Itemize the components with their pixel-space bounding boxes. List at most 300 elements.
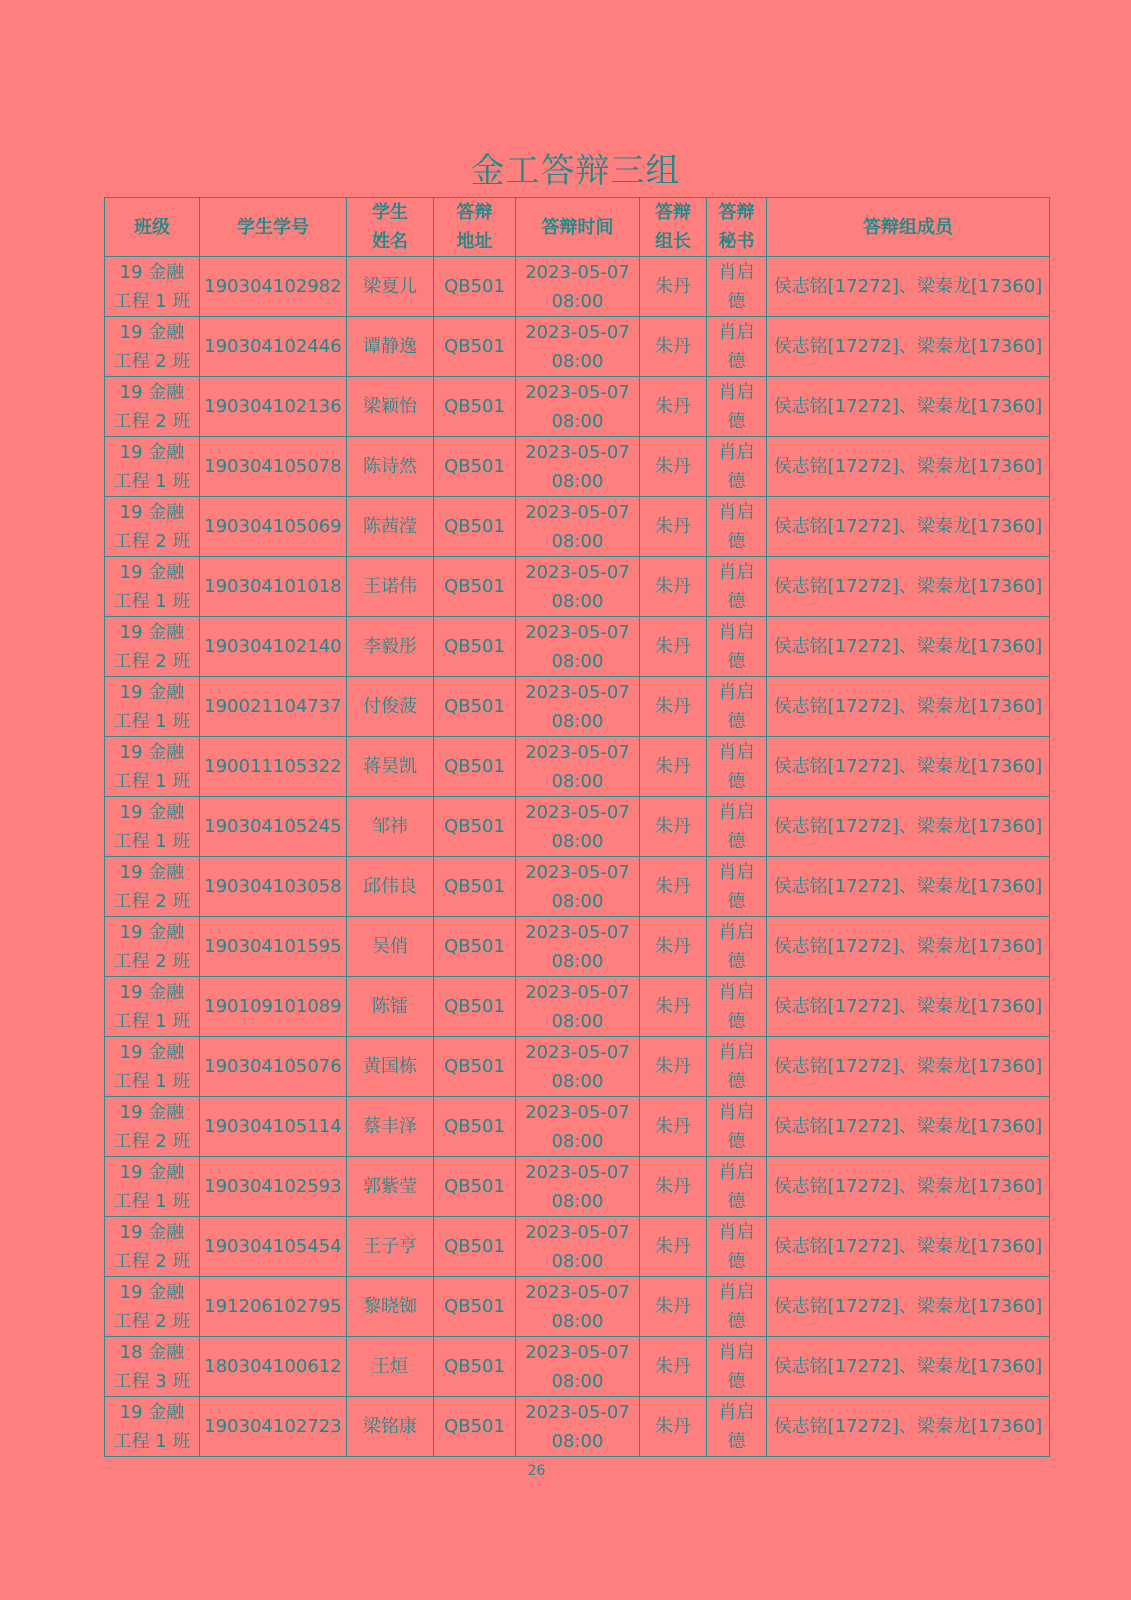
location-cell-text: QB501 <box>444 1056 505 1077</box>
location-cell <box>434 677 516 737</box>
committee-members-cell-text: 侯志铭[17272]、梁秦龙[17360] <box>773 1296 1043 1317</box>
student-id-cell-text: 190304102140 <box>204 636 342 657</box>
class-cell-text: 工程 2 班 <box>113 350 191 372</box>
secretary-cell-text: 德 <box>727 1310 746 1332</box>
secretary-cell-text: 肖启 <box>718 1041 755 1063</box>
secretary-cell <box>707 557 767 617</box>
defense-time-cell-text: 2023-05-07 <box>525 441 630 463</box>
column-header-label: 班级 <box>134 216 170 238</box>
class-cell-text: 19 金融 <box>119 1281 185 1303</box>
committee-members-cell <box>767 737 1050 797</box>
location-cell <box>434 1337 516 1397</box>
secretary-cell <box>707 617 767 677</box>
student-name-cell <box>347 1037 434 1097</box>
group-leader-cell <box>640 857 707 917</box>
class-cell <box>105 677 200 737</box>
student-name-cell <box>347 737 434 797</box>
location-cell <box>434 1277 516 1337</box>
location-cell <box>434 557 516 617</box>
secretary-cell-text: 德 <box>727 290 746 312</box>
secretary-cell-text: 德 <box>727 890 746 912</box>
defense-time-cell-text: 2023-05-07 <box>525 1281 630 1303</box>
committee-members-cell-text: 侯志铭[17272]、梁秦龙[17360] <box>773 936 1043 957</box>
location-cell <box>434 1097 516 1157</box>
defense-time-cell-text: 2023-05-07 <box>525 501 630 523</box>
location-cell <box>434 617 516 677</box>
location-cell-text: QB501 <box>444 1356 505 1377</box>
committee-members-cell <box>767 1157 1050 1217</box>
defense-time-cell-text: 08:00 <box>551 1070 604 1092</box>
column-header <box>767 198 1050 257</box>
defense-time-cell-text: 08:00 <box>551 650 604 672</box>
student-id-cell <box>200 1337 347 1397</box>
committee-members-cell-text: 侯志铭[17272]、梁秦龙[17360] <box>773 636 1043 657</box>
location-cell <box>434 257 516 317</box>
group-leader-cell <box>640 1157 707 1217</box>
student-id-cell <box>200 977 347 1037</box>
table-row <box>105 377 1050 437</box>
class-cell-text: 工程 1 班 <box>113 590 191 612</box>
group-leader-cell <box>640 1277 707 1337</box>
secretary-cell-text: 德 <box>727 830 746 852</box>
defense-time-cell <box>516 1157 640 1217</box>
class-cell-text: 工程 2 班 <box>113 1310 191 1332</box>
column-header <box>200 198 347 257</box>
class-cell-text: 工程 1 班 <box>113 770 191 792</box>
group-leader-cell <box>640 1097 707 1157</box>
location-cell-text: QB501 <box>444 336 505 357</box>
secretary-cell <box>707 377 767 437</box>
table-row <box>105 917 1050 977</box>
defense-time-cell-text: 2023-05-07 <box>525 921 630 943</box>
student-name-cell-text: 王烜 <box>372 1356 408 1377</box>
committee-members-cell <box>767 317 1050 377</box>
location-cell-text: QB501 <box>444 1176 505 1197</box>
group-leader-cell <box>640 497 707 557</box>
secretary-cell-text: 德 <box>727 470 746 492</box>
class-cell-text: 工程 1 班 <box>113 1010 191 1032</box>
student-name-cell <box>347 377 434 437</box>
group-leader-cell <box>640 437 707 497</box>
defense-time-cell-text: 08:00 <box>551 1010 604 1032</box>
defense-time-cell <box>516 677 640 737</box>
student-name-cell-text: 付俊菠 <box>363 696 417 717</box>
student-id-cell-text: 190304105454 <box>204 1236 342 1257</box>
table-row <box>105 437 1050 497</box>
secretary-cell-text: 肖启 <box>718 321 755 343</box>
secretary-cell <box>707 497 767 557</box>
location-cell-text: QB501 <box>444 1296 505 1317</box>
group-leader-cell-text: 朱丹 <box>655 576 691 597</box>
committee-members-cell <box>767 497 1050 557</box>
secretary-cell-text: 肖启 <box>718 801 755 823</box>
location-cell-text: QB501 <box>444 816 505 837</box>
defense-time-cell-text: 08:00 <box>551 470 604 492</box>
class-cell-text: 工程 2 班 <box>113 1250 191 1272</box>
class-cell-text: 19 金融 <box>119 921 185 943</box>
committee-members-cell <box>767 437 1050 497</box>
secretary-cell-text: 肖启 <box>718 1221 755 1243</box>
location-cell-text: QB501 <box>444 576 505 597</box>
defense-time-cell <box>516 1097 640 1157</box>
student-name-cell <box>347 557 434 617</box>
class-cell-text: 工程 2 班 <box>113 950 191 972</box>
table-row <box>105 737 1050 797</box>
table-row <box>105 1277 1050 1337</box>
student-id-cell <box>200 437 347 497</box>
secretary-cell <box>707 917 767 977</box>
student-id-cell-text: 190021104737 <box>204 696 342 717</box>
committee-members-cell <box>767 797 1050 857</box>
committee-members-cell-text: 侯志铭[17272]、梁秦龙[17360] <box>773 1116 1043 1137</box>
secretary-cell-text: 肖启 <box>718 1101 755 1123</box>
column-header <box>640 198 707 257</box>
class-cell-text: 19 金融 <box>119 501 185 523</box>
table-row <box>105 257 1050 317</box>
defense-time-cell-text: 08:00 <box>551 770 604 792</box>
column-header-label: 学生 <box>372 202 408 223</box>
secretary-cell-text: 德 <box>727 770 746 792</box>
committee-members-cell-text: 侯志铭[17272]、梁秦龙[17360] <box>773 456 1043 477</box>
defense-time-cell <box>516 557 640 617</box>
secretary-cell <box>707 1277 767 1337</box>
secretary-cell-text: 肖启 <box>718 261 755 283</box>
student-name-cell-text: 王诺伟 <box>363 576 417 597</box>
column-header-label: 答辩 <box>655 202 691 223</box>
location-cell-text: QB501 <box>444 636 505 657</box>
group-leader-cell-text: 朱丹 <box>655 1236 691 1257</box>
secretary-cell <box>707 677 767 737</box>
location-cell <box>434 377 516 437</box>
student-id-cell <box>200 1277 347 1337</box>
class-cell-text: 19 金融 <box>119 1221 185 1243</box>
class-cell <box>105 1157 200 1217</box>
group-leader-cell-text: 朱丹 <box>655 1176 691 1197</box>
secretary-cell-text: 肖启 <box>718 501 755 523</box>
student-name-cell <box>347 857 434 917</box>
student-name-cell <box>347 1397 434 1457</box>
committee-members-cell <box>767 617 1050 677</box>
student-id-cell <box>200 617 347 677</box>
student-name-cell-text: 陈诗然 <box>363 456 417 477</box>
table-row <box>105 677 1050 737</box>
group-leader-cell <box>640 1037 707 1097</box>
student-name-cell-text: 陈镭 <box>372 996 408 1017</box>
column-header-label: 答辩 <box>718 202 755 223</box>
page-number: 26 <box>527 1463 546 1479</box>
defense-time-cell-text: 2023-05-07 <box>525 621 630 643</box>
committee-members-cell-text: 侯志铭[17272]、梁秦龙[17360] <box>773 696 1043 717</box>
location-cell-text: QB501 <box>444 696 505 717</box>
defense-time-cell-text: 08:00 <box>551 1430 604 1452</box>
class-cell <box>105 797 200 857</box>
class-cell <box>105 1277 200 1337</box>
committee-members-cell-text: 侯志铭[17272]、梁秦龙[17360] <box>773 876 1043 897</box>
committee-members-cell <box>767 977 1050 1037</box>
secretary-cell <box>707 1217 767 1277</box>
secretary-cell-text: 德 <box>727 1250 746 1272</box>
secretary-cell-text: 德 <box>727 590 746 612</box>
secretary-cell <box>707 317 767 377</box>
secretary-cell <box>707 857 767 917</box>
secretary-cell <box>707 1097 767 1157</box>
student-id-cell-text: 190304102446 <box>204 336 342 357</box>
student-id-cell <box>200 1157 347 1217</box>
student-name-cell-text: 邹祎 <box>372 816 408 837</box>
secretary-cell-text: 德 <box>727 650 746 672</box>
defense-time-cell-text: 08:00 <box>551 1130 604 1152</box>
secretary-cell-text: 肖启 <box>718 1281 755 1303</box>
location-cell <box>434 737 516 797</box>
committee-members-cell <box>767 857 1050 917</box>
class-cell <box>105 617 200 677</box>
group-leader-cell-text: 朱丹 <box>655 1116 691 1137</box>
class-cell-text: 工程 1 班 <box>113 1430 191 1452</box>
secretary-cell-text: 德 <box>727 1070 746 1092</box>
table-row <box>105 1337 1050 1397</box>
class-cell-text: 工程 2 班 <box>113 530 191 552</box>
student-name-cell-text: 李毅彤 <box>363 636 417 657</box>
student-name-cell <box>347 1277 434 1337</box>
student-id-cell <box>200 1097 347 1157</box>
secretary-cell-text: 德 <box>727 530 746 552</box>
defense-time-cell-text: 2023-05-07 <box>525 1161 630 1183</box>
student-id-cell <box>200 677 347 737</box>
class-cell-text: 19 金融 <box>119 261 185 283</box>
student-id-cell-text: 190304103058 <box>204 876 342 897</box>
location-cell <box>434 497 516 557</box>
student-id-cell <box>200 257 347 317</box>
group-leader-cell-text: 朱丹 <box>655 276 691 297</box>
student-id-cell-text: 190304101595 <box>204 936 342 957</box>
committee-members-cell-text: 侯志铭[17272]、梁秦龙[17360] <box>773 1056 1043 1077</box>
column-header <box>434 198 516 257</box>
group-leader-cell <box>640 1217 707 1277</box>
student-name-cell <box>347 1157 434 1217</box>
committee-members-cell <box>767 1397 1050 1457</box>
table-row <box>105 1157 1050 1217</box>
table-row <box>105 1097 1050 1157</box>
committee-members-cell-text: 侯志铭[17272]、梁秦龙[17360] <box>773 1416 1043 1437</box>
defense-time-cell <box>516 1397 640 1457</box>
secretary-cell-text: 德 <box>727 710 746 732</box>
defense-time-cell <box>516 977 640 1037</box>
secretary-cell-text: 肖启 <box>718 921 755 943</box>
defense-time-cell-text: 2023-05-07 <box>525 261 630 283</box>
column-header-label: 姓名 <box>372 231 408 252</box>
group-leader-cell-text: 朱丹 <box>655 516 691 537</box>
defense-time-cell-text: 2023-05-07 <box>525 861 630 883</box>
defense-time-cell-text: 2023-05-07 <box>525 741 630 763</box>
defense-time-cell-text: 08:00 <box>551 1370 604 1392</box>
student-name-cell <box>347 1217 434 1277</box>
group-leader-cell <box>640 317 707 377</box>
location-cell <box>434 1217 516 1277</box>
student-id-cell-text: 190304105069 <box>204 516 342 537</box>
student-name-cell <box>347 497 434 557</box>
defense-time-cell-text: 2023-05-07 <box>525 801 630 823</box>
group-leader-cell-text: 朱丹 <box>655 1356 691 1377</box>
secretary-cell-text: 肖启 <box>718 681 755 703</box>
committee-members-cell-text: 侯志铭[17272]、梁秦龙[17360] <box>773 756 1043 777</box>
committee-members-cell <box>767 377 1050 437</box>
student-name-cell <box>347 317 434 377</box>
secretary-cell-text: 德 <box>727 950 746 972</box>
class-cell-text: 19 金融 <box>119 1101 185 1123</box>
student-name-cell-text: 蒋昊凯 <box>363 756 417 777</box>
location-cell-text: QB501 <box>444 276 505 297</box>
student-id-cell <box>200 1037 347 1097</box>
committee-members-cell-text: 侯志铭[17272]、梁秦龙[17360] <box>773 1176 1043 1197</box>
table-row <box>105 857 1050 917</box>
student-id-cell-text: 190304102982 <box>204 276 342 297</box>
class-cell-text: 19 金融 <box>119 621 185 643</box>
student-id-cell-text: 190011105322 <box>204 756 342 777</box>
student-name-cell-text: 陈茜滢 <box>363 516 417 537</box>
class-cell-text: 19 金融 <box>119 381 185 403</box>
class-cell-text: 19 金融 <box>119 801 185 823</box>
group-leader-cell <box>640 737 707 797</box>
class-cell-text: 工程 1 班 <box>113 470 191 492</box>
location-cell-text: QB501 <box>444 876 505 897</box>
defense-time-cell <box>516 917 640 977</box>
group-leader-cell <box>640 917 707 977</box>
defense-time-cell-text: 08:00 <box>551 1310 604 1332</box>
class-cell-text: 19 金融 <box>119 561 185 583</box>
student-id-cell-text: 180304100612 <box>204 1356 342 1377</box>
class-cell <box>105 317 200 377</box>
secretary-cell <box>707 437 767 497</box>
secretary-cell-text: 肖启 <box>718 981 755 1003</box>
defense-time-cell <box>516 1037 640 1097</box>
location-cell <box>434 857 516 917</box>
student-name-cell-text: 梁颖怡 <box>363 396 417 417</box>
column-header-label: 答辩时间 <box>541 216 614 238</box>
student-id-cell <box>200 497 347 557</box>
table-row <box>105 1397 1050 1457</box>
group-leader-cell <box>640 977 707 1037</box>
student-id-cell <box>200 797 347 857</box>
defense-time-cell <box>516 497 640 557</box>
defense-time-cell-text: 08:00 <box>551 1250 604 1272</box>
secretary-cell <box>707 797 767 857</box>
class-cell-text: 18 金融 <box>119 1341 185 1363</box>
class-cell-text: 19 金融 <box>119 1161 185 1183</box>
group-leader-cell-text: 朱丹 <box>655 696 691 717</box>
committee-members-cell-text: 侯志铭[17272]、梁秦龙[17360] <box>773 996 1043 1017</box>
class-cell <box>105 257 200 317</box>
class-cell-text: 工程 2 班 <box>113 890 191 912</box>
column-header-label: 组长 <box>655 231 691 252</box>
defense-time-cell-text: 2023-05-07 <box>525 561 630 583</box>
group-leader-cell-text: 朱丹 <box>655 876 691 897</box>
secretary-cell <box>707 977 767 1037</box>
class-cell <box>105 1217 200 1277</box>
student-name-cell-text: 吴俏 <box>372 936 408 957</box>
defense-time-cell <box>516 437 640 497</box>
defense-schedule-table <box>104 197 1050 1457</box>
table-row <box>105 317 1050 377</box>
secretary-cell-text: 德 <box>727 410 746 432</box>
secretary-cell-text: 德 <box>727 1370 746 1392</box>
group-leader-cell <box>640 1397 707 1457</box>
group-leader-cell-text: 朱丹 <box>655 996 691 1017</box>
defense-time-cell <box>516 257 640 317</box>
column-header <box>707 198 767 257</box>
student-id-cell-text: 190304102723 <box>204 1416 342 1437</box>
column-header-label: 答辩组成员 <box>863 216 953 238</box>
defense-time-cell-text: 2023-05-07 <box>525 681 630 703</box>
location-cell-text: QB501 <box>444 396 505 417</box>
secretary-cell <box>707 257 767 317</box>
class-cell-text: 工程 1 班 <box>113 710 191 732</box>
defense-time-cell-text: 08:00 <box>551 890 604 912</box>
student-name-cell <box>347 617 434 677</box>
table-row <box>105 977 1050 1037</box>
class-cell-text: 工程 2 班 <box>113 410 191 432</box>
student-id-cell <box>200 917 347 977</box>
committee-members-cell-text: 侯志铭[17272]、梁秦龙[17360] <box>773 336 1043 357</box>
committee-members-cell <box>767 1277 1050 1337</box>
column-header-label: 秘书 <box>718 231 755 252</box>
defense-time-cell-text: 2023-05-07 <box>525 1041 630 1063</box>
secretary-cell-text: 德 <box>727 1130 746 1152</box>
committee-members-cell <box>767 1217 1050 1277</box>
student-name-cell-text: 黄国栋 <box>363 1056 417 1077</box>
student-id-cell <box>200 317 347 377</box>
group-leader-cell-text: 朱丹 <box>655 756 691 777</box>
secretary-cell-text: 德 <box>727 1430 746 1452</box>
location-cell <box>434 977 516 1037</box>
group-leader-cell <box>640 617 707 677</box>
group-leader-cell-text: 朱丹 <box>655 396 691 417</box>
defense-time-cell-text: 08:00 <box>551 290 604 312</box>
class-cell-text: 工程 1 班 <box>113 830 191 852</box>
student-id-cell-text: 190304105245 <box>204 816 342 837</box>
student-id-cell-text: 190304102593 <box>204 1176 342 1197</box>
student-name-cell-text: 邱伟良 <box>363 876 417 897</box>
student-name-cell-text: 谭静逸 <box>363 336 417 357</box>
secretary-cell-text: 肖启 <box>718 1341 755 1363</box>
student-name-cell-text: 蔡丰泽 <box>363 1116 417 1137</box>
student-id-cell <box>200 1217 347 1277</box>
defense-time-cell <box>516 857 640 917</box>
column-header-label: 答辩 <box>456 202 493 223</box>
student-id-cell <box>200 857 347 917</box>
table-row <box>105 797 1050 857</box>
defense-time-cell-text: 08:00 <box>551 710 604 732</box>
column-header <box>105 198 200 257</box>
class-cell-text: 19 金融 <box>119 1401 185 1423</box>
class-cell <box>105 1397 200 1457</box>
student-name-cell <box>347 257 434 317</box>
student-id-cell <box>200 557 347 617</box>
defense-time-cell-text: 08:00 <box>551 1190 604 1212</box>
student-name-cell-text: 黎晓铷 <box>363 1296 417 1317</box>
committee-members-cell-text: 侯志铭[17272]、梁秦龙[17360] <box>773 276 1043 297</box>
defense-time-cell <box>516 797 640 857</box>
student-name-cell <box>347 1097 434 1157</box>
defense-time-cell-text: 08:00 <box>551 350 604 372</box>
group-leader-cell <box>640 377 707 437</box>
committee-members-cell-text: 侯志铭[17272]、梁秦龙[17360] <box>773 1356 1043 1377</box>
location-cell <box>434 317 516 377</box>
location-cell <box>434 1037 516 1097</box>
class-cell-text: 19 金融 <box>119 321 185 343</box>
class-cell-text: 工程 1 班 <box>113 1190 191 1212</box>
group-leader-cell <box>640 557 707 617</box>
class-cell-text: 19 金融 <box>119 1041 185 1063</box>
